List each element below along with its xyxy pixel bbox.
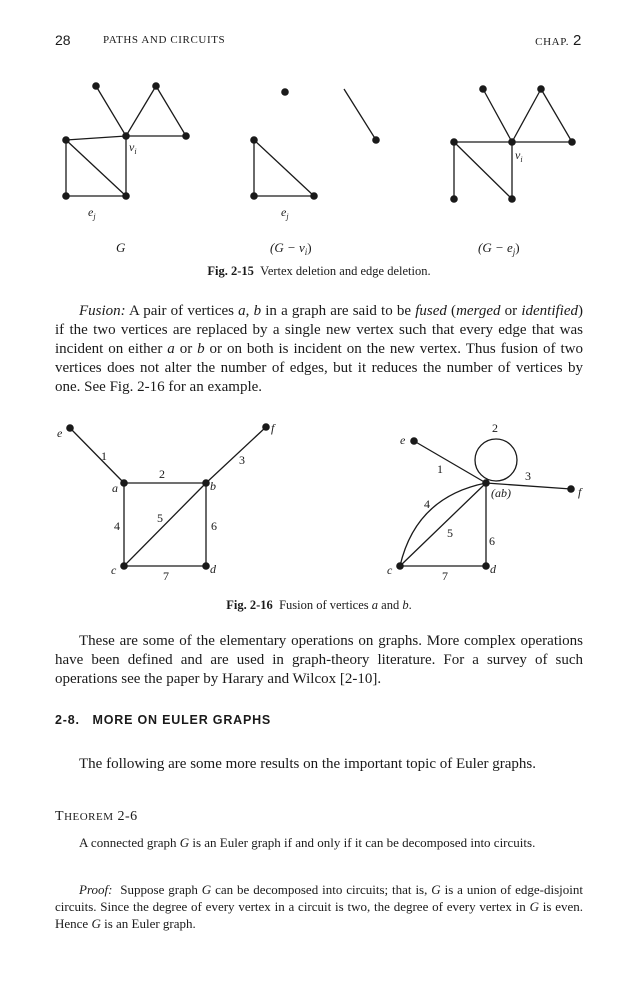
ge-edge [483, 89, 512, 142]
g-vertex [92, 82, 100, 90]
g-edge [156, 86, 186, 136]
right-edge-label-3: 3 [525, 469, 531, 483]
proof-paragraph [55, 881, 583, 932]
euler-intro-text: The following are some more results on the important topic of Euler graphs. [79, 756, 536, 772]
figure-2-15 [0, 0, 638, 270]
text-run: or [174, 341, 198, 357]
ge-vertex-vi [508, 138, 516, 146]
gv-vertex [250, 192, 258, 200]
g-edge [66, 140, 126, 196]
g-vi-label: $v_i$ [129, 140, 137, 156]
ge-edge [454, 142, 512, 199]
text-run: is a union of edge-disjoint circuits. Since the degree of every vertex in a circuit is two, the degree of every vertex in [55, 882, 583, 914]
fig-2-16-number: Fig. 2-16 [226, 598, 273, 612]
right-edge-label-2: 2 [492, 421, 498, 435]
left-label-a: a [112, 481, 118, 495]
right-edge-label-5: 5 [447, 526, 453, 540]
var-G: G [179, 835, 190, 850]
left-edge-label-7: 7 [163, 569, 169, 583]
var-b: b [402, 598, 409, 612]
text-run: ( [446, 303, 457, 319]
left-edge-label-1: 1 [101, 449, 107, 463]
text-run: and [378, 598, 403, 612]
theorem-statement [55, 834, 583, 851]
gv-vertex [281, 88, 289, 96]
g-vertex [122, 192, 130, 200]
var-a: a [238, 303, 246, 319]
left-edge-label-3: 3 [239, 453, 245, 467]
right-edge-label-6: 6 [489, 534, 495, 548]
left-edge-5 [124, 483, 206, 566]
right-vertex-e [410, 437, 418, 445]
g-edge [66, 136, 126, 140]
right-label-c: c [387, 563, 393, 577]
theorem-label-rest: HEOREM [64, 811, 114, 823]
theorem-label [55, 809, 138, 825]
left-vertex-a [120, 479, 128, 487]
g-vertex [62, 192, 70, 200]
left-label-c: c [111, 563, 117, 577]
right-edge-label-7: 7 [442, 569, 448, 583]
operations-text: These are some of the elementary operations on graphs. More complex operations have been defined and are used in graph-theory literature. For a survey of such operations see the paper by Harary and Wilcox [2-10]. [55, 633, 583, 687]
left-edge-3 [206, 427, 266, 483]
text-run: . [408, 598, 412, 612]
graph-minus-edge-label: $(G - e_j)$ [478, 240, 520, 257]
var-G: G [91, 916, 101, 931]
figure-2-15-caption [0, 264, 638, 279]
ge-vertex [450, 195, 458, 203]
figure-2-16 [0, 400, 638, 600]
gv-edge [344, 89, 376, 140]
var-G: G [201, 882, 212, 897]
graph-minus-vertex-label: $(G - v_i)$ [270, 240, 312, 257]
right-label-e: e [400, 433, 406, 447]
g-vertex [182, 132, 190, 140]
ge-edge [512, 89, 541, 142]
g-edge [96, 86, 126, 136]
right-vertex-ab [482, 479, 490, 487]
text-run: A connected graph [79, 835, 180, 850]
text-run: ) if the two vertices are replaced by a single new vertex such that every edge that was incident on either [55, 303, 583, 357]
right-vertex-f [567, 485, 575, 493]
ge-vi-label: $v_i$ [515, 148, 523, 164]
term-merged: merged [456, 303, 501, 319]
gv-vertex [310, 192, 318, 200]
text-run: or on both is incident on the new vertex. Thus fusion of two vertices does not alter the number of edges, but it reduces the number of vertices by one. See Fig. 2-16 for an example. [55, 341, 583, 395]
chapter-label-text: CHAP. [535, 36, 570, 48]
var-b: b [197, 341, 205, 357]
figure-2-16-caption [0, 598, 638, 613]
right-label-f: f [578, 485, 582, 499]
right-edge-label-4: 4 [424, 497, 430, 511]
g-ej-label: $e_j$ [88, 205, 96, 221]
left-vertex-c [120, 562, 128, 570]
section-heading: 2-8. MORE ON EULER GRAPHS [55, 713, 272, 727]
fusion-term: Fusion: [79, 303, 126, 319]
fig-2-15-number: Fig. 2-15 [207, 264, 254, 278]
theorem-number: 2-6 [113, 809, 138, 824]
operations-paragraph [55, 632, 583, 689]
g-vertex-vi [122, 132, 130, 140]
left-vertex-f [262, 423, 270, 431]
g-vertex [62, 136, 70, 144]
gv-vertex [372, 136, 380, 144]
gv-ej-label: $e_j$ [281, 205, 289, 221]
right-edge-2-loop [475, 439, 517, 481]
text-run: is an Euler graph if and only if it can be decomposed into circuits. [189, 835, 536, 850]
text-run: Fusion of vertices [279, 598, 372, 612]
ge-vertex [537, 85, 545, 93]
text-run: , [245, 303, 254, 319]
left-edge-1 [70, 428, 124, 483]
left-edge-label-6: 6 [211, 519, 217, 533]
fusion-paragraph [55, 302, 583, 397]
left-vertex-e [66, 424, 74, 432]
gv-edge [254, 140, 314, 196]
g-vertex [152, 82, 160, 90]
left-label-e: e [57, 426, 63, 440]
var-G: G [431, 882, 441, 897]
right-edge-5 [400, 483, 486, 566]
page-number: 28 [55, 32, 71, 48]
left-edge-label-4: 4 [114, 519, 120, 533]
text-run: Suppose graph [112, 882, 202, 897]
graph-g-label: G [116, 240, 126, 255]
left-vertex-d [202, 562, 210, 570]
gv-vertex [250, 136, 258, 144]
chapter-number: 2 [573, 32, 582, 49]
left-vertex-b [202, 479, 210, 487]
left-label-d: d [210, 562, 216, 576]
text-run: in a graph are said to be [261, 303, 416, 319]
right-label-d: d [490, 562, 496, 576]
g-edge [126, 86, 156, 136]
proof-label: Proof: [79, 882, 113, 897]
var-a: a [371, 598, 379, 612]
text-run: or [500, 303, 522, 319]
ge-vertex [568, 138, 576, 146]
text-run: is even. Hence [55, 899, 583, 931]
var-a: a [167, 341, 175, 357]
ge-vertex [450, 138, 458, 146]
left-edge-label-2: 2 [159, 467, 165, 481]
fig-2-15-text: Vertex deletion and edge deletion. [260, 264, 431, 278]
right-vertex-c [396, 562, 404, 570]
ge-edge [541, 89, 572, 142]
left-label-b: b [210, 479, 216, 493]
euler-intro-paragraph [55, 755, 583, 774]
ge-vertex [479, 85, 487, 93]
left-label-f: f [271, 421, 275, 435]
left-edge-label-5: 5 [157, 511, 163, 525]
text-run: A pair of vertices [125, 303, 239, 319]
term-fused: fused [415, 303, 447, 319]
var-G: G [529, 899, 539, 914]
right-vertex-d [482, 562, 490, 570]
running-title: PATHS AND CIRCUITS [103, 34, 226, 46]
right-edge-label-1: 1 [437, 462, 443, 476]
var-b: b [253, 303, 262, 319]
theorem-label-initial: T [55, 809, 65, 824]
right-label-ab: (ab) [491, 486, 511, 500]
term-identified: identified [521, 303, 578, 319]
text-run: is an Euler graph. [100, 916, 196, 931]
text-run: can be decomposed into circuits; that is, [211, 882, 432, 897]
ge-vertex [508, 195, 516, 203]
